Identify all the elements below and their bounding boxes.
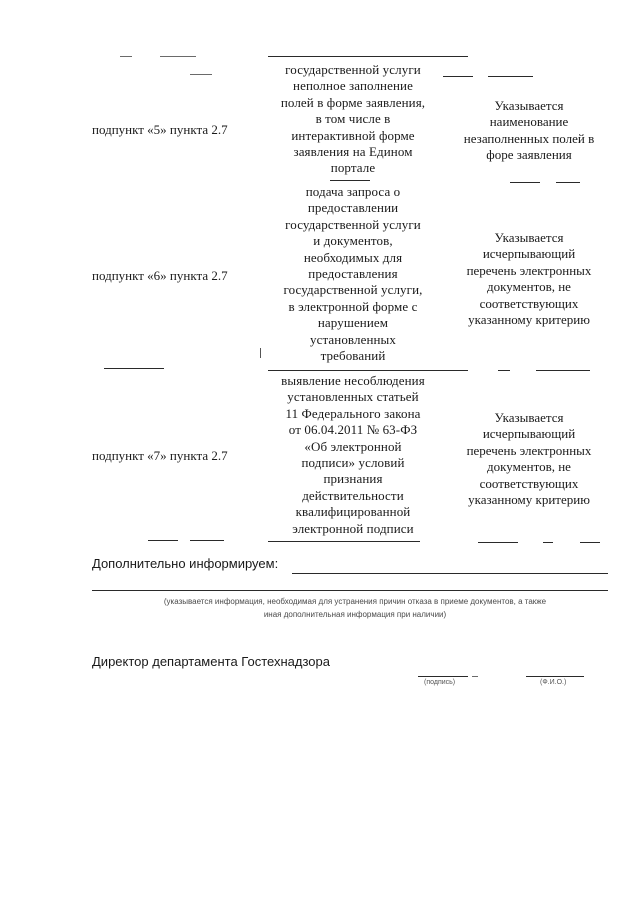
additional-info-note: (указывается информация, необходимая для устранения причин отказа в приеме документов, а также иная дополнительная информация при наличии)	[163, 597, 547, 619]
explanation-cell: Указывается исчерпывающий перечень электронных документов, не соответствующих указанному критерию	[466, 230, 592, 328]
row-divider	[148, 540, 178, 541]
signature-line	[472, 676, 478, 677]
row-divider	[510, 182, 540, 183]
signatory-title: Директор департамента Гостехнадзора	[92, 654, 330, 669]
row-divider	[543, 542, 553, 543]
row-divider	[190, 540, 224, 541]
explanation-cell: Указывается исчерпывающий перечень электронных документов, не соответствующих указанному критерию	[466, 410, 592, 508]
additional-info-line	[292, 573, 608, 574]
reason-cell: государственной услуги неполное заполнение полей в форме заявления, в том числе в интерактивной форме заявления на Едином портале	[280, 62, 426, 176]
row-divider	[536, 370, 590, 371]
row-divider	[478, 542, 518, 543]
reference-cell: подпункт «5» пункта 2.7	[92, 122, 228, 137]
row-divider	[580, 542, 600, 543]
row-divider	[443, 76, 473, 77]
scan-mark	[160, 56, 196, 57]
row-divider	[330, 180, 370, 181]
row-divider	[104, 368, 164, 369]
reason-cell: выявление несоблюдения установленных статьей 11 Федерального закона от 06.04.2011 № 63-ФЗ «Об электронной подписи» условий признания действительности квалифицированной электронной подписи	[281, 373, 425, 536]
scan-mark	[120, 56, 132, 57]
row-divider	[498, 370, 510, 371]
reference-cell: подпункт «7» пункта 2.7	[92, 448, 228, 463]
explanation-cell: Указывается наименование незаполненных полей в форе заявления	[463, 98, 595, 163]
scan-mark	[260, 348, 261, 358]
scan-mark	[190, 74, 212, 75]
additional-info-line	[92, 590, 608, 591]
row-divider	[556, 182, 580, 183]
signature-caption: (подпись)	[424, 679, 456, 686]
name-caption: (Ф.И.О.)	[540, 679, 567, 686]
reference-cell: подпункт «6» пункта 2.7	[92, 268, 228, 283]
row-divider	[268, 541, 420, 542]
row-divider	[268, 370, 468, 371]
reason-cell: подача запроса о предоставлении государственной услуги и документов, необходимых для предоставления государственной услуги, в электронной форме с нарушением установленных требований	[283, 184, 423, 364]
additional-info-label: Дополнительно информируем:	[92, 556, 279, 571]
table-top-rule	[268, 56, 468, 57]
row-divider	[488, 76, 533, 77]
signature-line	[418, 676, 468, 677]
name-line	[526, 676, 584, 677]
